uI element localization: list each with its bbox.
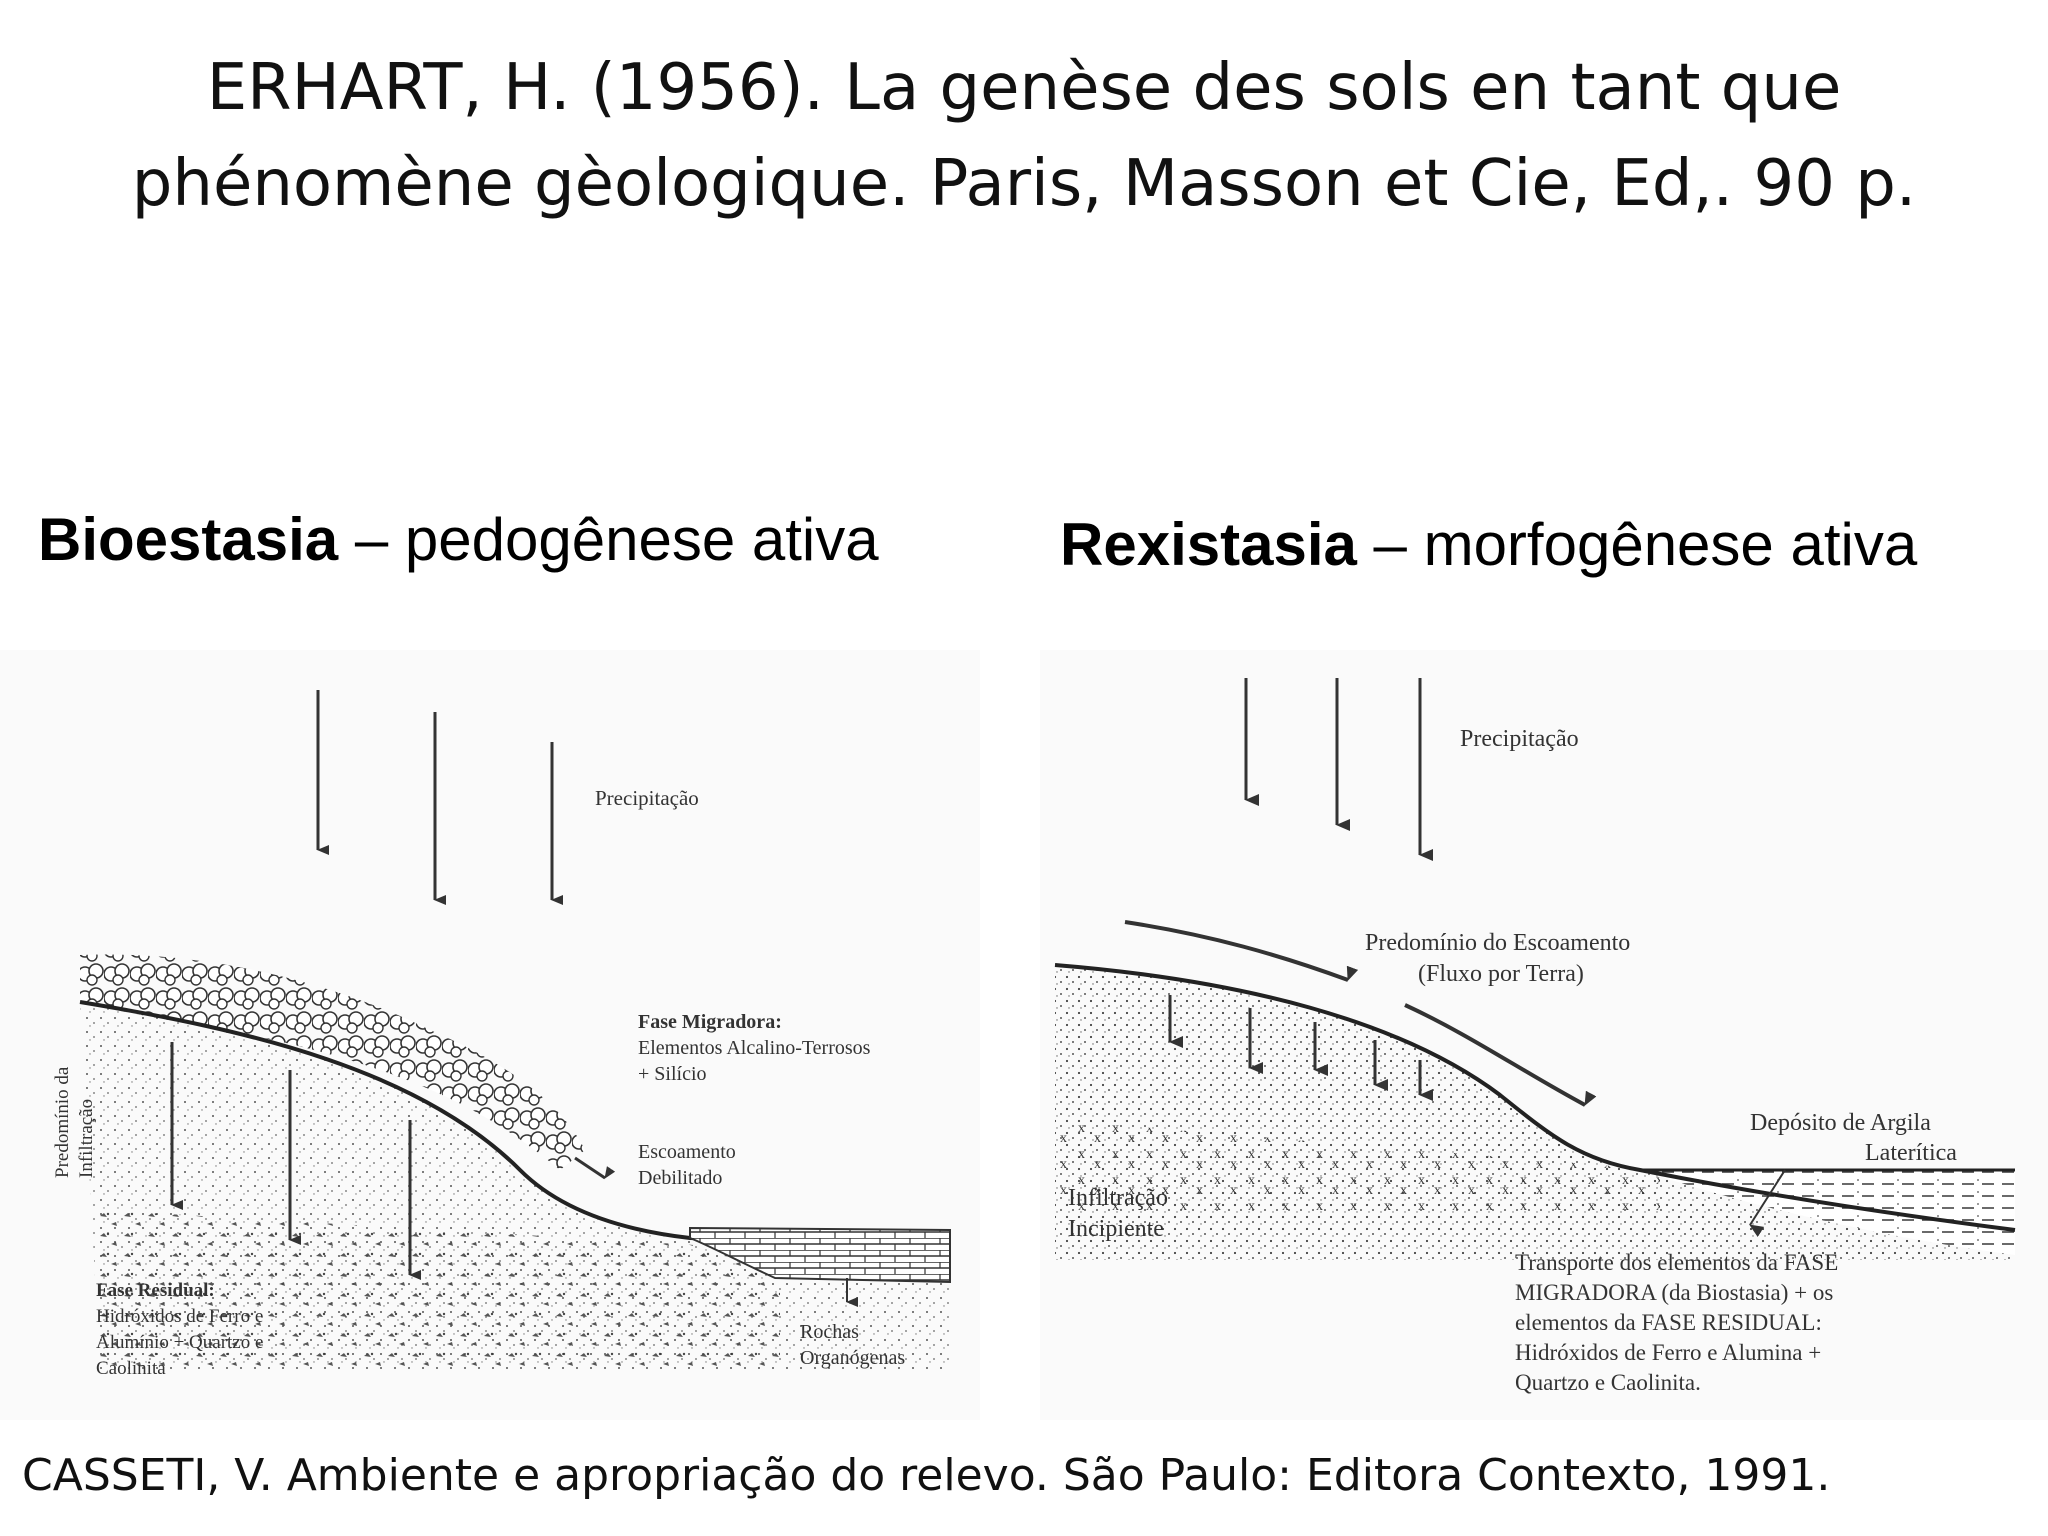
infiltration-label-line-1: Infiltração [1068, 1185, 1168, 1211]
heading-rexistasia-bold: Rexistasia [1060, 511, 1357, 578]
residual-phase-title: Fase Residual: [96, 1280, 215, 1301]
rocks-label-line-2: Organógenas [800, 1347, 906, 1369]
migratory-phase-line-2: + Silício [638, 1063, 707, 1085]
transport-line-1: Transporte dos elementos da FASE [1515, 1250, 1839, 1275]
residual-phase-line-2: Alumínio + Quartzo e [96, 1332, 264, 1353]
rocks-label-line-1: Rochas [800, 1321, 859, 1343]
precipitation-label: Precipitação [595, 786, 699, 810]
bioestasia-diagram [0, 650, 980, 1420]
migratory-phase-line-1: Elementos Alcalino-Terrosos [638, 1037, 871, 1059]
title-line-2: phénomène gèologique. Paris, Masson et Cie, Ed,. 90 p. [131, 147, 1917, 221]
transport-line-5: Quartzo e Caolinita. [1515, 1370, 1701, 1395]
heading-rexistasia-rest: – morfogênese ativa [1356, 511, 1918, 578]
runoff-label-line-1: Predomínio do Escoamento [1365, 930, 1631, 956]
transport-line-3: elementos da FASE RESIDUAL: [1515, 1310, 1822, 1335]
transport-line-2: MIGRADORA (da Biostasia) + os [1515, 1280, 1834, 1305]
slide-title [0, 40, 2048, 232]
runoff-label-line-2: Debilitado [638, 1167, 723, 1189]
residual-phase-line-3: Caolinita [96, 1358, 166, 1379]
infiltration-label-line-2: Incipiente [1068, 1216, 1164, 1242]
infiltration-axis-line-1: Predomínio da [52, 1066, 73, 1178]
migratory-phase-title: Fase Migradora: [638, 1011, 782, 1033]
clay-deposit-line-1: Depósito de Argila [1750, 1110, 1931, 1136]
rexistasia-svg [1040, 650, 2048, 1420]
citation: CASSETI, V. Ambiente e apropriação do relevo. São Paulo: Editora Contexto, 1991. [22, 1450, 1831, 1501]
heading-bioestasia-bold: Bioestasia [38, 506, 339, 573]
rexistasia-diagram [1040, 650, 2048, 1420]
bioestasia-svg [0, 650, 980, 1420]
residual-phase-line-1: Hidróxidos de Ferro e [96, 1306, 264, 1327]
heading-bioestasia-rest: – pedogênese ativa [338, 506, 879, 573]
runoff-label-line-2: (Fluxo por Terra) [1418, 961, 1584, 987]
heading-bioestasia [38, 505, 879, 574]
clay-deposit-line-2: Laterítica [1865, 1140, 1957, 1166]
infiltration-axis-line-2: Infiltração [76, 1098, 97, 1178]
runoff-label-line-1: Escoamento [638, 1141, 736, 1163]
precipitation-label: Precipitação [1460, 726, 1579, 752]
title-line-1: ERHART, H. (1956). La genèse des sols en tant que [206, 51, 1842, 125]
heading-rexistasia [1060, 510, 1917, 579]
transport-line-4: Hidróxidos de Ferro e Alumina + [1515, 1340, 1822, 1365]
